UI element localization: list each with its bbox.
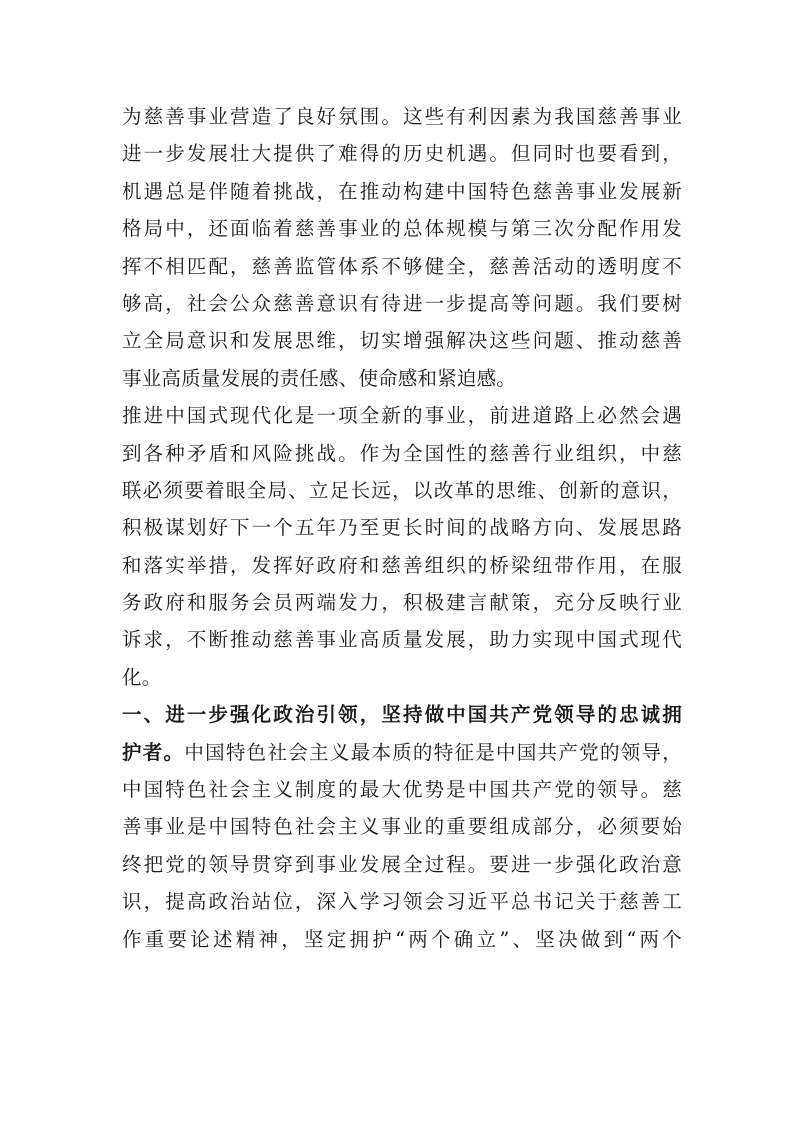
text-line: 立全局意识和发展思维，切实增强解决这些问题、推动慈善 (122, 329, 682, 353)
text-line: 中国特色社会主义制度的最大优势是中国共产党的领导。慈 (122, 778, 682, 802)
text-line: 务政府和服务会员两端发力，积极建言献策，充分反映行业 (122, 591, 682, 615)
section-heading-end: 护者。 (122, 740, 185, 764)
text-line: 推进中国式现代化是一项全新的事业，前进道路上必然会遇 (122, 404, 682, 428)
text-line: 为慈善事业营造了良好氛围。这些有利因素为我国慈善事业 (122, 105, 682, 128)
text-line: 和落实举措，发挥好政府和慈善组织的桥梁纽带作用，在服 (122, 553, 682, 577)
text-line: 终把党的领导贯穿到事业发展全过程。要进一步强化政治意 (122, 852, 682, 876)
text-line: 善事业是中国特色社会主义事业的重要组成部分，必须要始 (122, 815, 682, 839)
text-line: 联必须要着眼全局、立足长远，以改革的思维、创新的意识， (122, 478, 682, 502)
text-line-mixed (122, 734, 682, 771)
text-line: 化。 (122, 665, 162, 689)
text-line: 格局中，还面临着慈善事业的总体规模与第三次分配作用发 (122, 217, 682, 241)
paragraph-opportunities (122, 98, 682, 397)
text-line: 进一步发展壮大提供了难得的历史机遇。但同时也要看到， (122, 142, 682, 166)
section-heading: 一、进一步强化政治引领，坚持做中国共产党领导的忠诚拥 (122, 703, 682, 727)
text-line: 够高，社会公众慈善意识有待进一步提高等问题。我们要树 (122, 291, 682, 315)
text-line: 诉求，不断推动慈善事业高质量发展，助力实现中国式现代 (122, 628, 682, 652)
paragraph-modernization (122, 397, 682, 696)
text-line: 到各种矛盾和风险挑战。作为全国性的慈善行业组织，中慈 (122, 441, 682, 465)
text-line: 事业高质量发展的责任感、使命感和紧迫感。 (122, 366, 517, 390)
paragraph-political-leadership (122, 696, 682, 958)
text-run: 中国特色社会主义最本质的特征是中国共产党的领导， (184, 740, 682, 764)
text-line: 挥不相匹配，慈善监管体系不够健全，慈善活动的透明度不 (122, 254, 682, 278)
text-line: 作重要论述精神，坚定拥护“两个确立”、坚决做到“两个 (122, 927, 682, 951)
text-line: 积极谋划好下一个五年乃至更长时间的战略方向、发展思路 (122, 516, 682, 540)
text-line: 机遇总是伴随着挑战，在推动构建中国特色慈善事业发展新 (122, 179, 682, 203)
document-body (122, 98, 682, 958)
text-line: 识，提高政治站位，深入学习领会习近平总书记关于慈善工 (122, 890, 682, 914)
